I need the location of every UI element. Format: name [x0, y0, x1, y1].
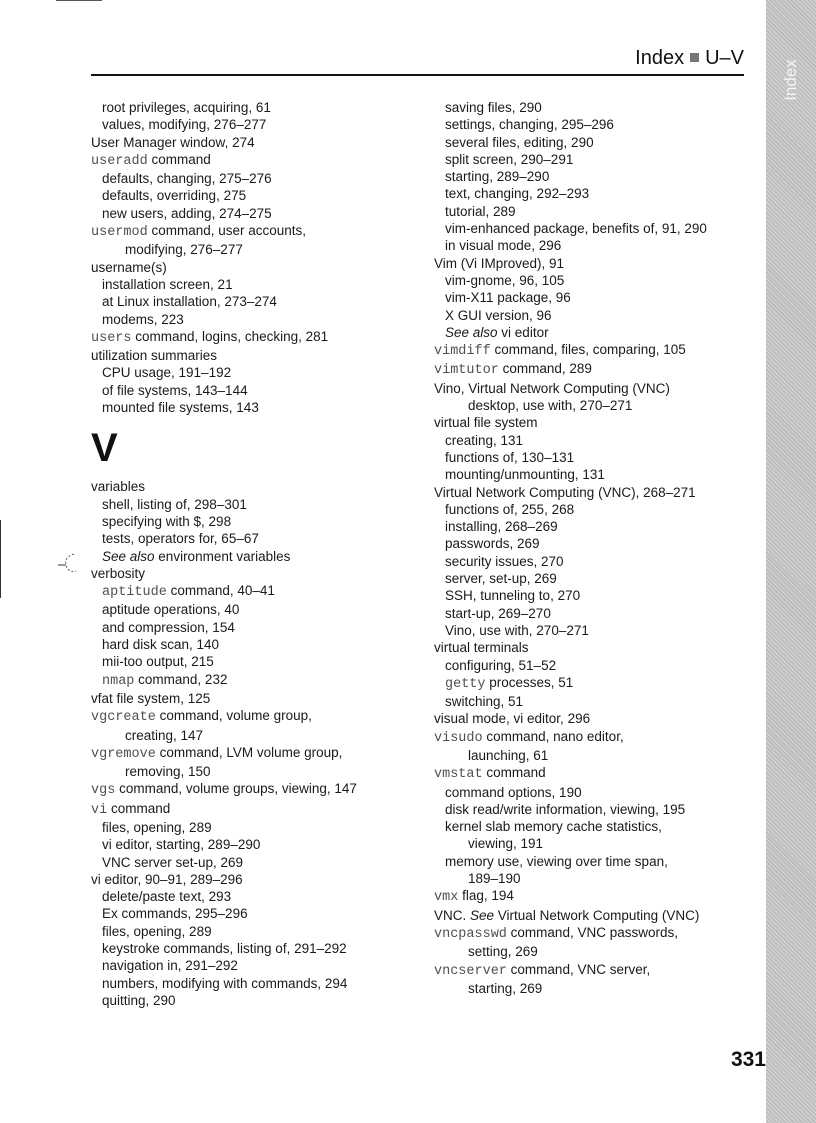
entry-text: security issues, 270: [445, 553, 564, 569]
entry-text: delete/paste text, 293: [102, 889, 232, 905]
index-entry: [91, 601, 421, 618]
entry-text: viewing, 191: [468, 836, 544, 852]
index-entry: [91, 222, 421, 241]
index-entry: [91, 382, 421, 399]
entry-command: vmx: [434, 890, 459, 906]
entry-text: creating, 131: [445, 432, 524, 448]
index-entry: [434, 980, 764, 997]
entry-command: visudo: [434, 730, 483, 746]
entry-text: virtual file system: [434, 415, 538, 431]
index-entry: [434, 289, 764, 306]
entry-text: numbers, modifying with commands, 294: [102, 975, 348, 991]
entry-text: command, volume groups, viewing, 147: [115, 781, 357, 797]
entry-text: User Manager window, 274: [91, 134, 255, 150]
index-entry: [434, 535, 764, 552]
entry-text: navigation in, 291–292: [102, 958, 238, 974]
entry-text: VNC server set-up, 269: [102, 854, 244, 870]
index-entry: [91, 800, 421, 819]
index-entry: [91, 582, 421, 601]
index-entry: [434, 360, 764, 379]
index-entry: [434, 693, 764, 710]
index-entry: [434, 657, 764, 674]
index-entry: [91, 259, 421, 276]
index-entry: [91, 671, 421, 690]
index-entry: [91, 905, 421, 922]
entry-text: command, 289: [498, 361, 592, 377]
entry-text: vi editor, starting, 289–290: [102, 837, 261, 853]
index-entry: [91, 293, 421, 310]
entry-text: keystroke commands, listing of, 291–292: [102, 941, 347, 957]
entry-text: username(s): [91, 259, 167, 275]
index-entry: [434, 553, 764, 570]
index-entry: [91, 854, 421, 871]
entry-text: kernel slab memory cache statistics,: [445, 819, 662, 835]
index-entry: [434, 307, 764, 324]
entry-text: environment variables: [154, 548, 291, 564]
index-entry: [91, 819, 421, 836]
index-entry: [91, 99, 421, 116]
index-entry: [434, 674, 764, 693]
index-entry: [91, 548, 421, 565]
entry-command: aptitude: [102, 585, 167, 601]
index-entry: [434, 501, 764, 518]
index-entry: [91, 619, 421, 636]
index-entry: [434, 203, 764, 220]
index-entry: [91, 364, 421, 381]
entry-command: vgcreate: [91, 710, 156, 726]
running-header: [91, 47, 744, 73]
entry-command: useradd: [91, 153, 148, 169]
entry-text: vi editor: [497, 324, 549, 340]
entry-text: setting, 269: [468, 944, 538, 960]
entry-text: configuring, 51–52: [445, 657, 557, 673]
entry-text: modifying, 276–277: [125, 242, 243, 258]
index-entry: [91, 975, 421, 992]
letter-heading: V: [91, 426, 118, 471]
index-entry: [91, 311, 421, 328]
entry-command: vi: [91, 802, 108, 818]
square-bullet-icon: [690, 53, 699, 62]
index-entry: [434, 853, 764, 870]
entry-text: Vino, use with, 270–271: [445, 622, 589, 638]
entry-command: users: [91, 330, 132, 346]
header-letters: U–V: [705, 47, 744, 69]
entry-text: virtual terminals: [434, 640, 529, 656]
index-entry: [434, 870, 764, 887]
header-rule: [91, 74, 744, 76]
entry-text: command: [107, 800, 171, 816]
index-entry: [91, 653, 421, 670]
entry-text: installation screen, 21: [102, 276, 233, 292]
entry-text: passwords, 269: [445, 536, 540, 552]
entry-text: command: [147, 151, 211, 167]
entry-command: vncpasswd: [434, 926, 507, 942]
right-column: [434, 99, 764, 997]
entry-text: Vim (Vi IMproved), 91: [434, 255, 565, 271]
index-entry: [434, 784, 764, 801]
entry-command: vgs: [91, 783, 116, 799]
index-entry: [434, 924, 764, 943]
entry-command: vncserver: [434, 963, 507, 979]
index-entry: [91, 636, 421, 653]
index-entry: [91, 347, 421, 364]
entry-text: command, nano editor,: [482, 728, 624, 744]
entry-text: text, changing, 292–293: [445, 186, 590, 202]
index-entry: [91, 780, 421, 799]
left-column-u-entries: [91, 99, 421, 416]
entry-command: nmap: [102, 673, 135, 689]
entry-text: command, volume group,: [155, 708, 312, 724]
entry-text: SSH, tunneling to, 270: [445, 588, 581, 604]
index-entry: [434, 255, 764, 272]
page-number: 331: [730, 1048, 766, 1071]
entry-text: processes, 51: [485, 674, 574, 690]
entry-text: functions of, 255, 268: [445, 501, 575, 517]
entry-text: 189–190: [468, 871, 521, 887]
entry-text: settings, changing, 295–296: [445, 117, 614, 133]
index-entry: [434, 622, 764, 639]
entry-text: disk read/write information, viewing, 195: [445, 801, 686, 817]
left-edge-mark: [0, 520, 1, 598]
index-entry: [434, 835, 764, 852]
index-entry: [434, 449, 764, 466]
entry-text: starting, 289–290: [445, 169, 550, 185]
index-entry: [434, 961, 764, 980]
left-column-v-entries: [91, 478, 421, 1009]
entry-text: command options, 190: [445, 784, 582, 800]
index-entry: [434, 380, 764, 397]
thumb-tab: [766, 0, 816, 1123]
entry-text: tests, operators for, 65–67: [102, 531, 259, 547]
index-entry: [91, 134, 421, 151]
entry-text: command, VNC server,: [506, 961, 651, 977]
entry-text: defaults, changing, 275–276: [102, 171, 272, 187]
index-entry: [434, 237, 764, 254]
thumb-tab-label-box: [766, 54, 816, 106]
entry-text: CPU usage, 191–192: [102, 365, 232, 381]
entry-text: VNC.: [434, 907, 471, 923]
entry-text: starting, 269: [468, 980, 543, 996]
crop-mark: [56, 0, 102, 1]
index-entry: [91, 276, 421, 293]
index-entry: [434, 518, 764, 535]
entry-text: at Linux installation, 273–274: [102, 294, 277, 310]
index-entry: [434, 801, 764, 818]
entry-text-after: Virtual Network Computing (VNC): [494, 907, 700, 923]
index-entry: [91, 496, 421, 513]
entry-text: vim-enhanced package, benefits of, 91, 290: [445, 221, 707, 237]
entry-text: X GUI version, 96: [445, 307, 552, 323]
index-entry: [91, 836, 421, 853]
index-entry: [91, 923, 421, 940]
entry-text: variables: [91, 479, 146, 495]
index-entry: [91, 187, 421, 204]
entry-text: vfat file system, 125: [91, 690, 211, 706]
left-column: [91, 99, 421, 1009]
index-entry: [434, 466, 764, 483]
entry-text: desktop, use with, 270–271: [468, 398, 633, 414]
entry-text: visual mode, vi editor, 296: [434, 711, 591, 727]
index-entry: [434, 943, 764, 960]
entry-see-also: See also: [445, 324, 498, 340]
entry-see-also: See also: [102, 548, 155, 564]
entry-text: verbosity: [91, 565, 146, 581]
index-entry: [91, 940, 421, 957]
entry-text: of file systems, 143–144: [102, 382, 248, 398]
index-entry: [434, 168, 764, 185]
thumb-tab-label: Index: [781, 59, 800, 101]
entry-text: modems, 223: [102, 311, 184, 327]
index-entry: [91, 957, 421, 974]
entry-text: Virtual Network Computing (VNC), 268–271: [434, 484, 696, 500]
index-entry: [434, 605, 764, 622]
index-entry: [91, 328, 421, 347]
entry-text: command, LVM volume group,: [155, 744, 343, 760]
entry-text: creating, 147: [125, 727, 204, 743]
index-entry: [434, 587, 764, 604]
index-entry: [434, 887, 764, 906]
entry-text: command, logins, checking, 281: [131, 328, 329, 344]
entry-command: getty: [445, 676, 486, 692]
entry-text: server, set-up, 269: [445, 571, 557, 587]
index-entry: [91, 992, 421, 1009]
entry-command: usermod: [91, 225, 148, 241]
entry-text: root privileges, acquiring, 61: [102, 100, 271, 115]
entry-command: vimdiff: [434, 344, 491, 360]
index-entry: [91, 116, 421, 133]
entry-text: memory use, viewing over time span,: [445, 853, 668, 869]
index-entry: [434, 764, 764, 783]
index-entry: [434, 818, 764, 835]
index-entry: [91, 399, 421, 416]
index-entry: [91, 565, 421, 582]
entry-text: vi editor, 90–91, 289–296: [91, 871, 243, 887]
entry-text: saving files, 290: [445, 100, 542, 115]
proof-mark-icon: [58, 551, 92, 575]
entry-text: launching, 61: [468, 747, 549, 763]
index-entry: [91, 513, 421, 530]
entry-text: vim-X11 package, 96: [445, 290, 571, 306]
index-entry: [91, 241, 421, 258]
entry-text: switching, 51: [445, 694, 524, 710]
entry-text: command, VNC passwords,: [506, 924, 678, 940]
entry-text: tutorial, 289: [445, 203, 516, 219]
right-column-entries: [434, 99, 764, 997]
index-entry: [434, 710, 764, 727]
index-entry: [91, 763, 421, 780]
entry-text: Ex commands, 295–296: [102, 906, 248, 922]
index-entry: [434, 639, 764, 656]
index-entry: [434, 432, 764, 449]
index-entry: [434, 134, 764, 151]
entry-see: See: [470, 907, 495, 923]
entry-text: split screen, 290–291: [445, 151, 574, 167]
entry-text: start-up, 269–270: [445, 605, 551, 621]
entry-text: new users, adding, 274–275: [102, 205, 272, 221]
entry-command: vimtutor: [434, 363, 499, 379]
index-entry: [434, 272, 764, 289]
index-entry: [91, 478, 421, 495]
header-section: Index: [635, 47, 685, 69]
index-entry: [91, 690, 421, 707]
index-entry: [91, 707, 421, 726]
entry-text: several files, editing, 290: [445, 134, 594, 150]
entry-text: mounted file systems, 143: [102, 400, 259, 416]
index-entry: [91, 888, 421, 905]
entry-text: functions of, 130–131: [445, 449, 575, 465]
index-entry: [434, 570, 764, 587]
index-entry: [434, 324, 764, 341]
entry-text: specifying with $, 298: [102, 513, 232, 529]
index-entry: [91, 871, 421, 888]
entry-text: quitting, 290: [102, 992, 176, 1008]
entry-text: defaults, overriding, 275: [102, 188, 247, 204]
entry-text: utilization summaries: [91, 348, 218, 364]
entry-text: command: [482, 765, 546, 781]
index-entry: [91, 530, 421, 547]
entry-text: hard disk scan, 140: [102, 637, 220, 653]
entry-text: files, opening, 289: [102, 923, 212, 939]
index-entry: [434, 220, 764, 237]
entry-text: vim-gnome, 96, 105: [445, 272, 565, 288]
index-entry: [91, 151, 421, 170]
index-entry: [434, 728, 764, 747]
entry-text: and compression, 154: [102, 619, 235, 635]
index-entry: [91, 744, 421, 763]
index-entry: [434, 484, 764, 501]
entry-text: flag, 194: [458, 888, 514, 904]
index-entry: [434, 907, 764, 924]
index-entry: [434, 414, 764, 431]
entry-text: command, 40–41: [166, 583, 275, 599]
entry-command: vmstat: [434, 767, 483, 783]
index-entry: [434, 397, 764, 414]
entry-text: Vino, Virtual Network Computing (VNC): [434, 380, 670, 396]
entry-text: command, 232: [134, 671, 228, 687]
entry-text: mounting/unmounting, 131: [445, 467, 605, 483]
entry-text: command, files, comparing, 105: [490, 342, 686, 358]
entry-text: in visual mode, 296: [445, 238, 562, 254]
index-entry: [434, 99, 764, 116]
index-entry: [434, 116, 764, 133]
entry-text: command, user accounts,: [147, 223, 307, 239]
index-entry: [434, 747, 764, 764]
index-entry: [434, 151, 764, 168]
entry-text: installing, 268–269: [445, 519, 558, 535]
entry-text: mii-too output, 215: [102, 654, 214, 670]
entry-text: shell, listing of, 298–301: [102, 496, 247, 512]
entry-command: vgremove: [91, 746, 156, 762]
index-entry: [91, 727, 421, 744]
index-entry: [91, 170, 421, 187]
entry-text: removing, 150: [125, 764, 211, 780]
index-entry: [434, 185, 764, 202]
index-entry: [434, 341, 764, 360]
entry-text: aptitude operations, 40: [102, 602, 240, 618]
index-entry: [91, 205, 421, 222]
entry-text: values, modifying, 276–277: [102, 117, 267, 133]
entry-text: files, opening, 289: [102, 819, 212, 835]
